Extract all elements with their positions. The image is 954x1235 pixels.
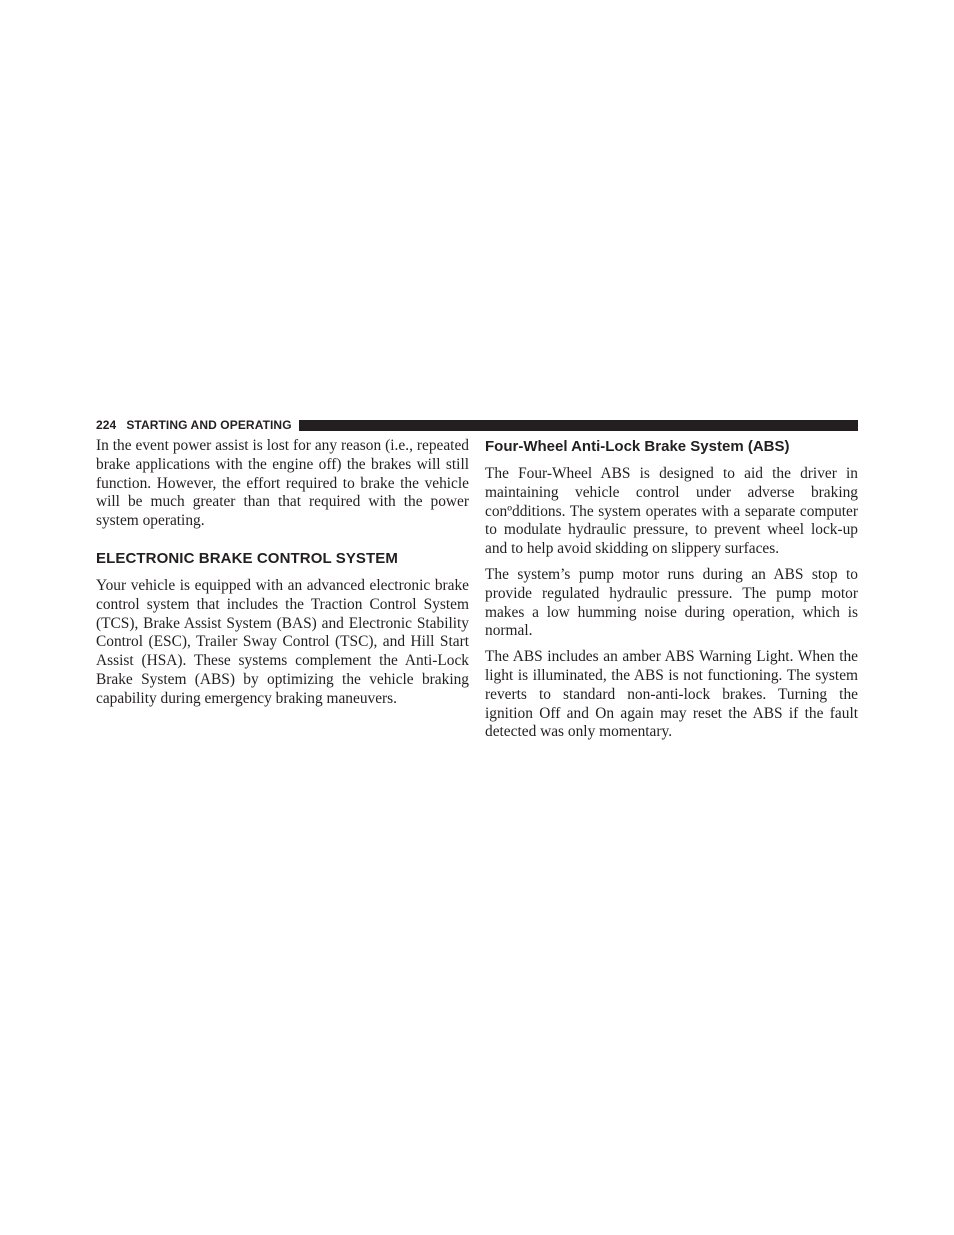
left-column bbox=[96, 437, 469, 716]
abs-paragraph-1: The Four-Wheel ABS is designed to aid the driver in maintaining vehicle control under adverse braking conºdditions. The system operates with a separate computer to modulate hydraulic pressure, to prevent wheel lock-up and to help avoid skidding on slippery surfaces. bbox=[485, 465, 858, 558]
header-rule-bar bbox=[299, 420, 858, 431]
electronic-brake-control-paragraph: Your vehicle is equipped with an advanced electronic brake control system that includes the Traction Control System (TCS), Brake Assist System (BAS) and Electronic Stability Control (ESC), Trailer Sway Control (TSC), and Hill Start Assist (HSA). These systems complement the Anti-Lock Brake System (ABS) by optimizing the vehicle braking capability during emergency braking maneuvers. bbox=[96, 576, 469, 707]
power-assist-paragraph: In the event power assist is lost for any reason (i.e., repeated brake applications with the engine off) the brakes will still function. However, the effort required to brake the vehicle will be much greater than that required with the power system operating. bbox=[96, 437, 469, 530]
page-header bbox=[96, 417, 858, 433]
abs-paragraph-3: The ABS includes an amber ABS Warning Light. When the light is illuminated, the ABS is not functioning. The system reverts to standard non-anti-lock brakes. Turning the ignition Off and On again may reset the ABS if the fault detected was only momentary. bbox=[485, 648, 858, 741]
abs-paragraph-2: The system’s pump motor runs during an ABS stop to provide regulated hydraulic pressure. The pump motor makes a low humming noise during operation, which is normal. bbox=[485, 565, 858, 640]
page-number: 224 bbox=[96, 418, 117, 432]
section-title: STARTING AND OPERATING bbox=[126, 418, 292, 432]
electronic-brake-control-heading: ELECTRONIC BRAKE CONTROL SYSTEM bbox=[96, 549, 399, 567]
abs-heading: Four-Wheel Anti-Lock Brake System (ABS) bbox=[485, 438, 790, 455]
right-column bbox=[485, 437, 858, 749]
